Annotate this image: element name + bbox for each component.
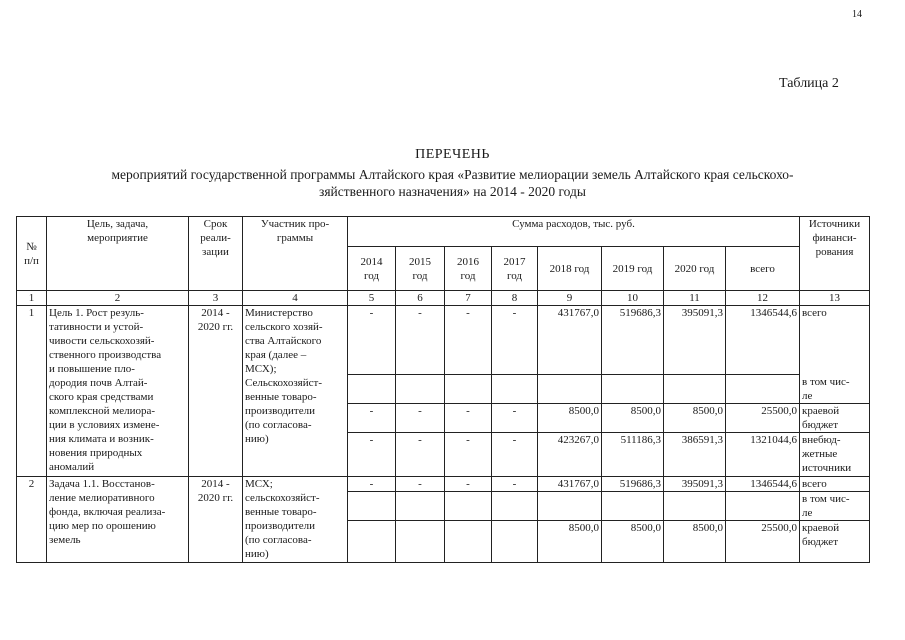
subtitle-line-1: мероприятий государственной программы Алтайского края «Развитие мелиорации земель Алтайского края сельскохо- bbox=[111, 167, 794, 182]
cell-2020: 395091,3 bbox=[664, 306, 726, 375]
cell-2016: - bbox=[445, 403, 492, 432]
header-year-2016: 2016 год bbox=[445, 247, 492, 291]
cell-2018 bbox=[538, 491, 602, 520]
header-year-2014: 2014 год bbox=[348, 247, 396, 291]
cell-2020: 395091,3 bbox=[664, 476, 726, 491]
cell-total: 1346544,6 bbox=[726, 306, 800, 375]
cell-total: 25500,0 bbox=[726, 520, 800, 562]
cell-source: в том чис- ле bbox=[800, 375, 870, 404]
cell-2019: 8500,0 bbox=[602, 520, 664, 562]
cell-total: 25500,0 bbox=[726, 403, 800, 432]
cell-2016 bbox=[445, 375, 492, 404]
table-number: Таблица 2 bbox=[779, 76, 839, 91]
cell-2016: - bbox=[445, 476, 492, 491]
cell-2014 bbox=[348, 375, 396, 404]
row-number: 2 bbox=[17, 476, 47, 562]
cell-2017 bbox=[492, 520, 538, 562]
cell-2015 bbox=[396, 491, 445, 520]
cell-2016: - bbox=[445, 306, 492, 375]
column-number: 13 bbox=[800, 291, 870, 306]
cell-2015: - bbox=[396, 306, 445, 375]
cell-2016 bbox=[445, 520, 492, 562]
cell-2014 bbox=[348, 491, 396, 520]
row-number: 1 bbox=[17, 306, 47, 477]
cell-2019: 511186,3 bbox=[602, 432, 664, 476]
cell-2019 bbox=[602, 491, 664, 520]
cell-2020 bbox=[664, 375, 726, 404]
header-year-2019: 2019 год bbox=[602, 247, 664, 291]
cell-source: в том чис- ле bbox=[800, 491, 870, 520]
cell-2014: - bbox=[348, 403, 396, 432]
cell-2017: - bbox=[492, 432, 538, 476]
document-title: ПЕРЕЧЕНЬ bbox=[415, 147, 490, 162]
cell-2017 bbox=[492, 375, 538, 404]
column-number: 3 bbox=[189, 291, 243, 306]
cell-2015 bbox=[396, 520, 445, 562]
header-year-2017: 2017 год bbox=[492, 247, 538, 291]
document-subtitle bbox=[20, 166, 885, 200]
cell-2017 bbox=[492, 491, 538, 520]
cell-2016: - bbox=[445, 432, 492, 476]
cell-2020: 386591,3 bbox=[664, 432, 726, 476]
cell-2020 bbox=[664, 491, 726, 520]
cell-2014 bbox=[348, 520, 396, 562]
column-number: 7 bbox=[445, 291, 492, 306]
cell-source: краевой бюджет bbox=[800, 403, 870, 432]
cell-total: 1321044,6 bbox=[726, 432, 800, 476]
cell-total: 1346544,6 bbox=[726, 476, 800, 491]
cell-2014: - bbox=[348, 306, 396, 375]
column-number: 1 bbox=[17, 291, 47, 306]
header-total: всего bbox=[726, 247, 800, 291]
cell-2015: - bbox=[396, 403, 445, 432]
column-number: 2 bbox=[47, 291, 189, 306]
header-goal: Цель, задача, мероприятие bbox=[47, 217, 189, 291]
cell-source: всего bbox=[800, 476, 870, 491]
column-number: 4 bbox=[243, 291, 348, 306]
cell-2017: - bbox=[492, 403, 538, 432]
cell-2016 bbox=[445, 491, 492, 520]
goal-text: Цель 1. Рост резуль- тативности и устой- чивости сельскохозяй- ственного производства и повышение пло- дородия почв Алтай- ского края средствами комплексной мелиора- ции в условиях измене- ния климата и возник- новения природных аномалий bbox=[47, 306, 189, 477]
header-year-2018: 2018 год bbox=[538, 247, 602, 291]
column-number: 12 bbox=[726, 291, 800, 306]
cell-source: всего bbox=[800, 306, 870, 375]
cell-2015: - bbox=[396, 476, 445, 491]
cell-2018 bbox=[538, 375, 602, 404]
table-row bbox=[17, 306, 870, 375]
cell-2015 bbox=[396, 375, 445, 404]
header-term: Срок реали- зации bbox=[189, 217, 243, 291]
cell-2018: 431767,0 bbox=[538, 476, 602, 491]
cell-2020: 8500,0 bbox=[664, 403, 726, 432]
cell-2018: 423267,0 bbox=[538, 432, 602, 476]
cell-2019: 519686,3 bbox=[602, 476, 664, 491]
column-number: 5 bbox=[348, 291, 396, 306]
column-number: 6 bbox=[396, 291, 445, 306]
cell-source: внебюд- жетные источники bbox=[800, 432, 870, 476]
expenditure-table bbox=[16, 216, 870, 563]
cell-2019: 8500,0 bbox=[602, 403, 664, 432]
participant-text: МСХ; сельскохозяйст- венные товаро- производители (по согласова- нию) bbox=[243, 476, 348, 562]
column-number: 8 bbox=[492, 291, 538, 306]
cell-2018: 431767,0 bbox=[538, 306, 602, 375]
header-year-2015: 2015 год bbox=[396, 247, 445, 291]
cell-2019: 519686,3 bbox=[602, 306, 664, 375]
cell-2015: - bbox=[396, 432, 445, 476]
header-num: № п/п bbox=[17, 217, 47, 291]
header-sources: Источники финанси- рования bbox=[800, 217, 870, 291]
page-number: 14 bbox=[852, 9, 862, 20]
cell-2014: - bbox=[348, 476, 396, 491]
column-number: 11 bbox=[664, 291, 726, 306]
table-row bbox=[17, 476, 870, 491]
column-number: 9 bbox=[538, 291, 602, 306]
cell-2020: 8500,0 bbox=[664, 520, 726, 562]
cell-2014: - bbox=[348, 432, 396, 476]
column-number: 10 bbox=[602, 291, 664, 306]
cell-2018: 8500,0 bbox=[538, 520, 602, 562]
cell-2017: - bbox=[492, 476, 538, 491]
term-text: 2014 - 2020 гг. bbox=[189, 476, 243, 562]
cell-2019 bbox=[602, 375, 664, 404]
cell-total bbox=[726, 375, 800, 404]
header-year-2020: 2020 год bbox=[664, 247, 726, 291]
cell-2018: 8500,0 bbox=[538, 403, 602, 432]
cell-total bbox=[726, 491, 800, 520]
cell-2017: - bbox=[492, 306, 538, 375]
header-participant: Участник про- граммы bbox=[243, 217, 348, 291]
cell-source: краевой бюджет bbox=[800, 520, 870, 562]
term-text: 2014 - 2020 гг. bbox=[189, 306, 243, 477]
goal-text: Задача 1.1. Восстанов- ление мелиоративного фонда, включая реализа- цию мер по орошению земель bbox=[47, 476, 189, 562]
header-sum: Сумма расходов, тыс. руб. bbox=[348, 217, 800, 247]
participant-text: Министерство сельского хозяй- ства Алтайского края (далее – МСХ); Сельскохозяйст- венные товаро- производители (по согласова- нию) bbox=[243, 306, 348, 477]
subtitle-line-2: зяйственного назначения» на 2014 - 2020 годы bbox=[319, 184, 586, 199]
